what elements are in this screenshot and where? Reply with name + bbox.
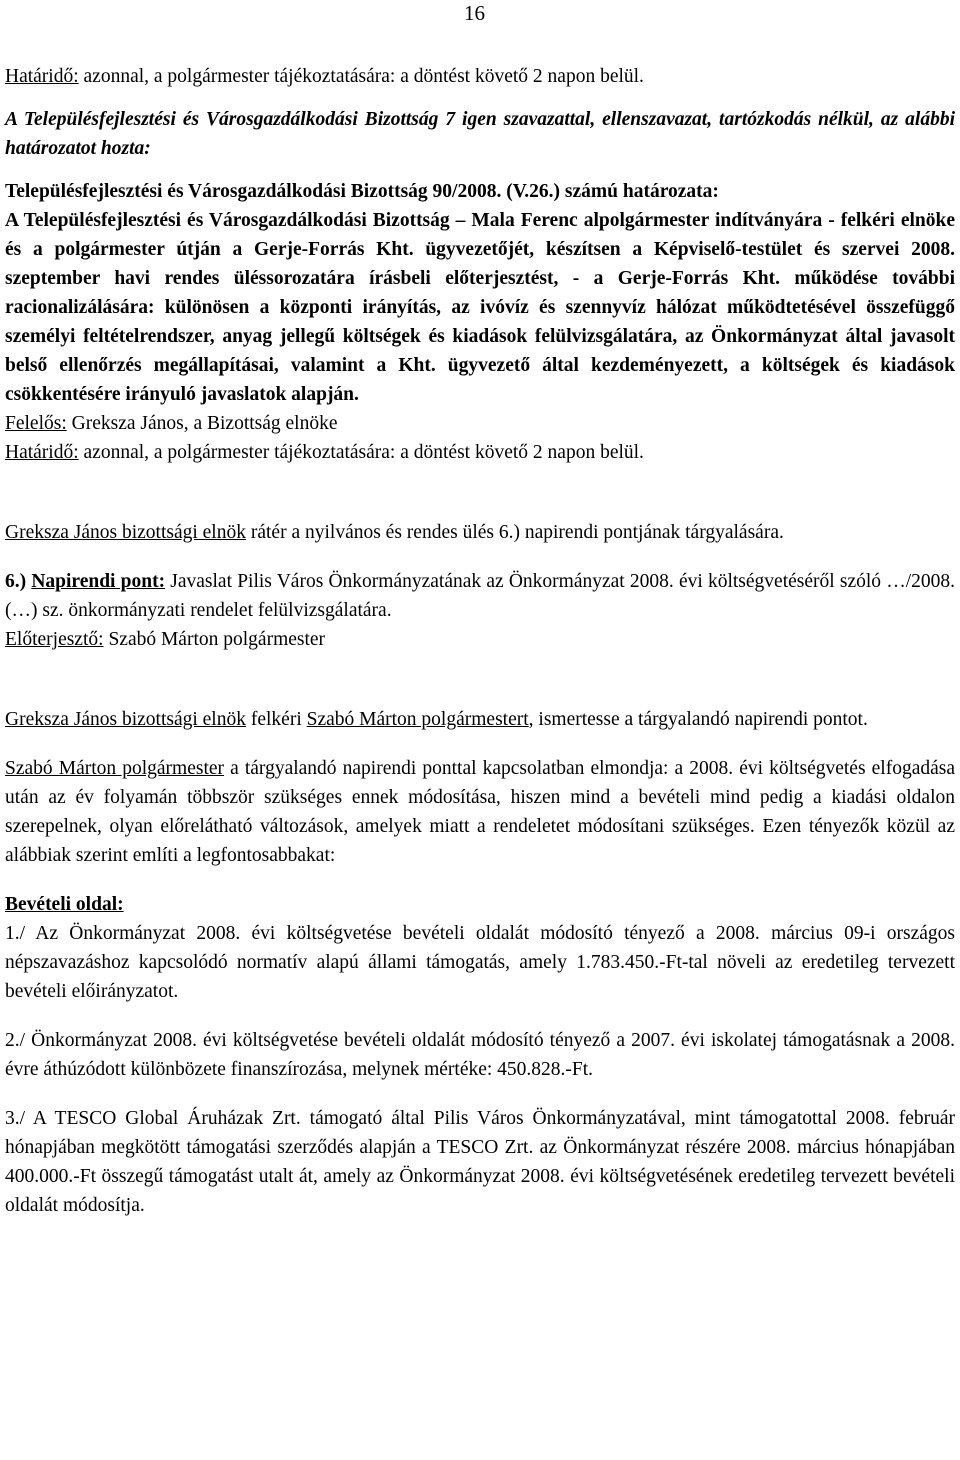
agenda-label: Napirendi pont: bbox=[31, 571, 166, 592]
agenda-text: Javaslat Pilis Város Önkormányzatának az Önkormányzat 2008. évi költségvetéséről szóló …/2008. (…) sz. önkormányzati rendelet felülvizsgálatára. bbox=[5, 571, 955, 621]
agenda-number: 6.) bbox=[5, 571, 27, 592]
chair-transition-paragraph bbox=[5, 518, 955, 547]
revenue-heading: Bevételi oldal: bbox=[5, 894, 124, 915]
speaker-name: Greksza János bizottsági elnök bbox=[5, 522, 246, 543]
resolution-responsible bbox=[5, 409, 955, 438]
resolution-deadline bbox=[5, 438, 955, 467]
request-mid-text: felkéri bbox=[245, 709, 307, 730]
presenter-paragraph bbox=[5, 625, 955, 654]
presenter-text: Szabó Márton polgármester bbox=[103, 629, 326, 650]
resolution-deadline-label: Határidő: bbox=[5, 442, 79, 463]
transition-text: rátér a nyilvános és rendes ülés 6.) napirendi pontjának tárgyalására. bbox=[245, 522, 784, 543]
agenda-item-paragraph bbox=[5, 567, 955, 625]
revenue-item-3: 3./ A TESCO Global Áruházak Zrt. támogató által Pilis Város Önkormányzatával, mint támogatottal 2008. február hónapjában megkötött támogatási szerződés alapján a TESCO Zrt. az Önkormányzat részére 2008. március hónapjában 400.000.-Ft összegű támogatást utalt át, amely az Önkormányzat 2008. évi költségvetésének eredetileg tervezett bevételi oldalát módosítja. bbox=[5, 1108, 955, 1216]
deadline-text: azonnal, a polgármester tájékoztatására: a döntést követő 2 napon belül. bbox=[78, 66, 644, 87]
document-body bbox=[5, 62, 955, 1220]
resolution-heading: Településfejlesztési és Városgazdálkodási Bizottság 90/2008. (V.26.) számú határozata: bbox=[5, 181, 719, 202]
revenue-item-2: 2./ Önkormányzat 2008. évi költségvetése bevételi oldalát módosító tényező a 2007. évi iskolatej támogatásnak a 2008. évre áthúzódott különbözete finanszírozása, melynek mértéke: 450.828.-Ft. bbox=[5, 1030, 955, 1080]
deadline-label: Határidő: bbox=[5, 66, 79, 87]
mayor-statement-paragraph bbox=[5, 754, 955, 870]
chair-request-paragraph bbox=[5, 705, 955, 734]
request-text: , ismertesse a tárgyalandó napirendi pontot. bbox=[528, 709, 868, 730]
responsible-text: Greksza János, a Bizottság elnöke bbox=[66, 413, 338, 434]
speaker-name: Szabó Márton polgármester bbox=[5, 758, 225, 779]
addressee-name: Szabó Márton polgármestert bbox=[306, 709, 529, 730]
resolution-deadline-text: azonnal, a polgármester tájékoztatására: a döntést követő 2 napon belül. bbox=[78, 442, 644, 463]
speaker-name: Greksza János bizottsági elnök bbox=[5, 709, 246, 730]
resolution-body: A Településfejlesztési és Városgazdálkodási Bizottság – Mala Ferenc alpolgármester indítványára - felkéri elnöke és a polgármester útján a Gerje-Forrás Kht. ügyvezetőjét, készítsen a Képviselő-testület és szervei 2008. szeptember havi rendes üléssorozatára írásbeli előterjesztést, - a Gerje-Forrás Kht. működése további racionalizálására: különösen a központi irányítás, az ivóvíz és szennyvíz hálózat működtetésével összefüggő személyi feltételrendszer, anyag jellegű költségek és kiadások felülvizsgálatára, az Önkormányzat által javasolt belső ellenőrzés megállapításai, valamint a Kht. ügyvezető által kezdeményezett, a költségek és kiadások csökkentésére irányuló javaslatok alapján. bbox=[5, 210, 955, 405]
presenter-label: Előterjesztő: bbox=[5, 629, 104, 650]
responsible-label: Felelős: bbox=[5, 413, 67, 434]
page-number: 16 bbox=[464, 1, 485, 25]
vote-paragraph: A Településfejlesztési és Városgazdálkodási Bizottság 7 igen szavazattal, ellenszavazat, tartózkodás nélkül, az alábbi határozatot hozta: bbox=[5, 109, 955, 159]
statement-text: a tárgyalandó napirendi ponttal kapcsolatban elmondja: a 2008. évi költségvetés elfogadása után az év folyamán többször szükséges ennek módosítása, hiszen mind a bevételi mind pedig a kiadási oldalon szerepelnek, olyan előrelátható változások, amelyek miatt a rendeletet módosítani szükséges. Ezen tényezők közül az alábbiak szerint említi a legfontosabbakat: bbox=[5, 758, 955, 866]
revenue-item-1: 1./ Az Önkormányzat 2008. évi költségvetése bevételi oldalát módosító tényező a 2008. március 09-i országos népszavazáshoz kapcsolódó normatív alapú állami támogatás, amely 1.783.450.-Ft-tal növeli az eredetileg tervezett bevételi előirányzatot. bbox=[5, 923, 955, 1002]
deadline-paragraph bbox=[5, 62, 955, 91]
